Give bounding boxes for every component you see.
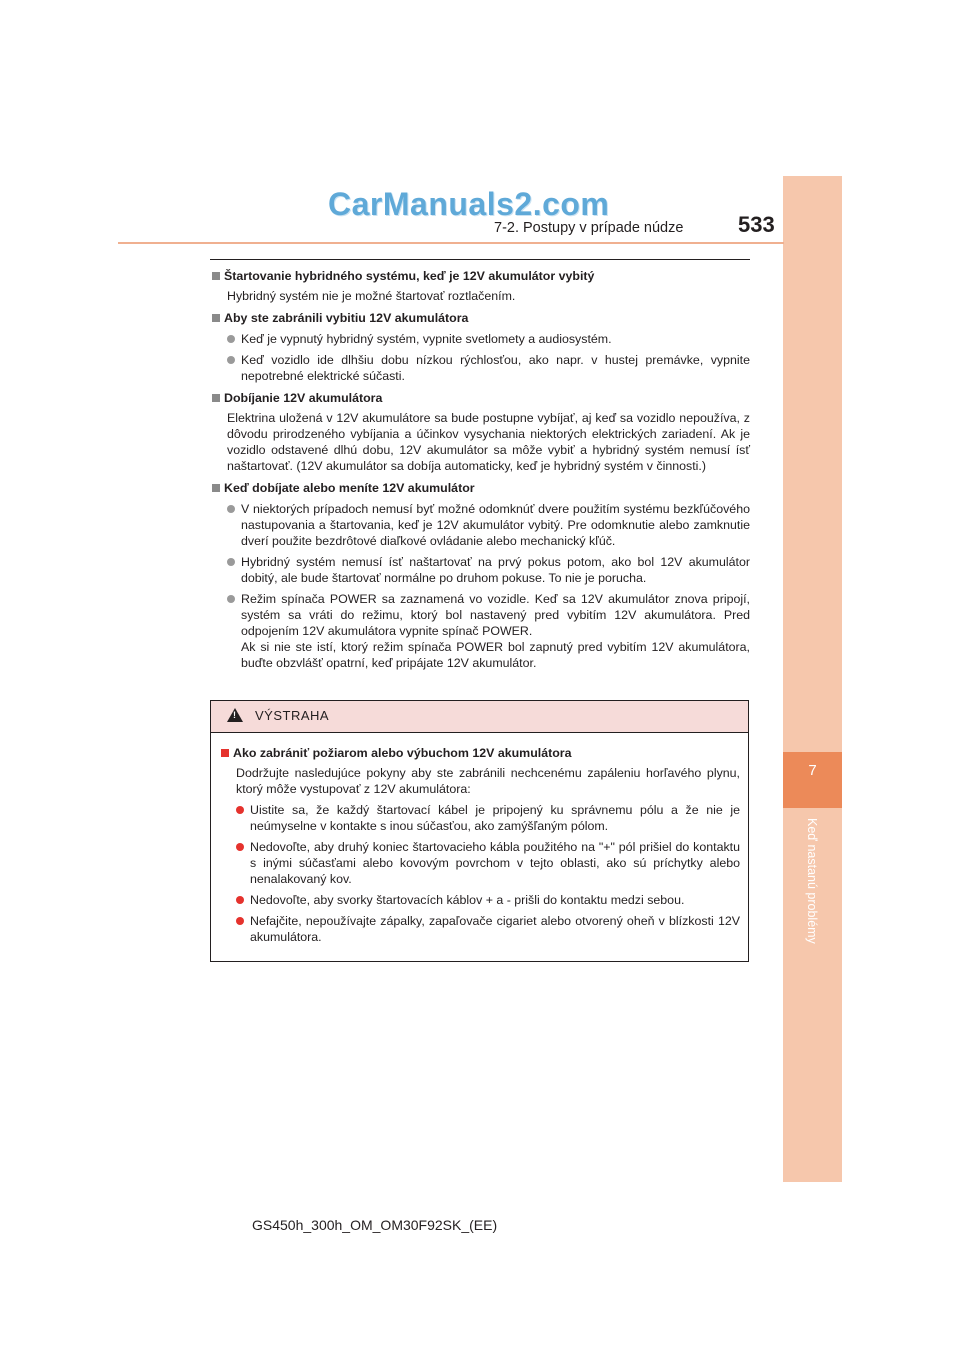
warning-box [210,700,749,962]
page-number: 533 [738,212,775,237]
header-section-title: 7-2. Postupy v prípade núdze [494,220,684,236]
warning-bullet: Nedovoľte, aby druhý koniec štartovacieho kábla použitého na "+" pól prišiel do kontaktu s inými súčasťami alebo kovovým povrchom v tejto oblasti, ako sú príchytky alebo nenalakovaný kov. [219,839,740,887]
main-content [210,266,750,671]
warning-heading: Ako zabrániť požiarom alebo výbuchom 12V akumulátora [219,745,740,761]
warning-label: VÝSTRAHA [255,708,330,723]
watermark-logo[interactable]: CarManuals2.com [328,186,610,222]
chapter-label: Keď nastanú problémy [805,818,819,944]
chapter-number: 7 [808,762,817,779]
bullet-item: Keď vozidlo ide dlhšiu dobu nízkou rýchlosťou, ako napr. v hustej premávke, vypnite nepotrebné elektrické súčasti. [210,352,750,384]
section-heading: Dobíjanie 12V akumulátora [210,390,750,406]
warning-body [211,733,748,945]
bullet-item: Hybridný systém nemusí ísť naštartovať na prvý pokus potom, ako bol 12V akumulátor dobitý, ale bude štartovať normálne po druhom pokuse. To nie je porucha. [210,554,750,586]
warning-header [211,701,748,733]
content-top-rule [210,259,750,260]
section-heading: Štartovanie hybridného systému, keď je 12V akumulátor vybitý [210,268,750,284]
warning-paragraph: Dodržujte nasledujúce pokyny aby ste zabránili nechcenému zapáleniu horľavého plynu, ktorý môže vystupovať z 12V akumulátora: [236,766,740,796]
section-heading: Keď dobíjate alebo meníte 12V akumulátor [210,480,750,496]
section-heading: Aby ste zabránili vybitiu 12V akumulátora [210,310,750,326]
warning-bullet: Nedovoľte, aby svorky štartovacích káblov + a - prišli do kontaktu medzi sebou. [219,892,740,908]
chapter-label-tab [805,818,827,968]
header-rule [118,242,784,244]
bullet-item: Režim spínača POWER sa zaznamená vo vozidle. Keď sa 12V akumulátor znova pripojí, systém sa vráti do režimu, ktorý bol nastavený pred vybitím 12V akumulátora. Pred odpojením 12V akumulátora vypnite spínač POWER. Ak si nie ste istí, ktorý režim spínača POWER bol zapnutý pred vybitím 12V akumulátora, buďte obzvlášť opatrní, keď pripájate 12V akumulátor. [210,591,750,671]
warning-bullet: Nefajčite, nepoužívajte zápalky, zapaľovače cigariet alebo otvorený oheň v blízkosti 12V akumulátora. [219,913,740,945]
warning-triangle-icon [227,708,243,722]
section-paragraph: Hybridný systém nie je možné štartovať roztlačením. [227,289,516,303]
chapter-number-tab [783,752,842,808]
section-paragraph: Elektrina uložená v 12V akumulátore sa bude postupne vybíjať, aj keď sa vozidlo nepoužíva, z dôvodu prirodzeného vybíjania a účinkov vysychania niektorých elektrických zariadení. Ak je vozidlo odstavené dlhú dobu, 12V akumulátor sa môže vybiť a hybridný systém nemusí ísť naštartovať. (12V akumulátor sa dobíja automaticky, keď je hybridný systém v činnosti.) [227,411,750,473]
chapter-side-band [783,176,842,1182]
warning-bullet: Uistite sa, že každý štartovací kábel je pripojený ku správnemu pólu a že nie je neúmyselne v kontakte s inou súčasťou, ako zamýšľaným pólom. [219,802,740,834]
bullet-item: Keď je vypnutý hybridný systém, vypnite svetlomety a audiosystém. [210,331,750,347]
footer-code: GS450h_300h_OM_OM30F92SK_(EE) [252,1217,498,1233]
bullet-item: V niektorých prípadoch nemusí byť možné odomknúť dvere použitím systému bezkľúčového nastupovania a štartovania, keď je 12V akumulátor vybitý. Pre odomknutie alebo zamknutie dverí použite bezdrôtové diaľkové ovládanie alebo mechanický kľúč. [210,501,750,549]
